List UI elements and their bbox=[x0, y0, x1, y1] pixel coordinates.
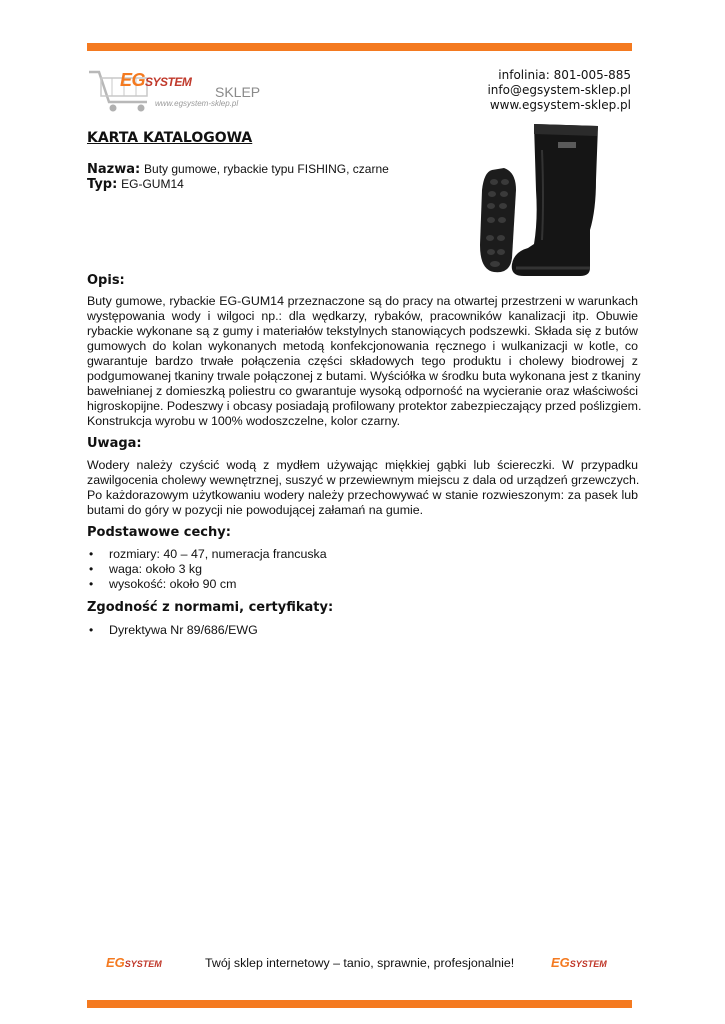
paragraph-line: rybackie wykonane są z gumy i materiałów tekstylnych stanowiących podszewki. Składa się z butów bbox=[87, 324, 638, 338]
contact-phone: infolinia: 801-005-885 bbox=[498, 68, 631, 82]
footer-orange-bar bbox=[87, 1000, 632, 1008]
product-meta bbox=[87, 162, 389, 192]
paragraph-line: Konstrukcja wyrobu w 100% wodoszczelne, kolor czarny. bbox=[87, 414, 401, 428]
footer-slogan: Twój sklep internetowy – tanio, sprawnie, profesjonalnie! bbox=[205, 956, 515, 970]
contact-email[interactable]: info@egsystem-sklep.pl bbox=[487, 83, 631, 97]
footer-logo-right-system: SYSTEM bbox=[569, 959, 607, 969]
rubber-boot-icon bbox=[472, 120, 612, 280]
paragraph-line: Buty gumowe, rybackie EG-GUM14 przeznaczone są do pracy na otwartej przestrzeni w warunkach bbox=[87, 294, 638, 308]
footer-logo-left bbox=[106, 955, 162, 970]
uwaga-heading: Uwaga: bbox=[87, 436, 142, 451]
normy-list bbox=[87, 623, 258, 638]
paragraph-line: gumowych do kolan wykonanych metodą konfekcjonowania ręcznego i wulkanizacji w kotle, co bbox=[87, 339, 638, 353]
paragraph-line: higroskopijne. Podeszwy i obcasy posiadają profilowany protektor zabezpieczający przed poślizgiem. bbox=[87, 399, 642, 413]
footer-logo-left-system: SYSTEM bbox=[124, 959, 162, 969]
footer-logo-left-eg: EG bbox=[106, 955, 125, 970]
paragraph-line: gwarantuje bardzo trwałe połączenia części składowych tego produktu i cholewy biodrowej z bbox=[87, 354, 638, 368]
contact-website[interactable]: www.egsystem-sklep.pl bbox=[489, 98, 631, 112]
logo-url: www.egsystem-sklep.pl bbox=[155, 99, 239, 108]
opis-heading: Opis: bbox=[87, 273, 125, 288]
paragraph-line: Wodery należy czyścić wodą z mydłem używając miękkiej gąbki lub ściereczki. W przypadku bbox=[87, 458, 638, 472]
paragraph-line: Po każdorazowym użytkowaniu wodery należy przechowywać w stanie rozwieszonym: za pasek lub bbox=[87, 488, 638, 502]
document-title: KARTA KATALOGOWA bbox=[87, 130, 253, 146]
list-item: • rozmiary: 40 – 47, numeracja francuska bbox=[87, 547, 327, 562]
header-orange-bar bbox=[87, 43, 632, 51]
paragraph-line: podgumowanej tkaniny trwale połączonej z butami. Wyściółka w środku buta wykonana jest z tkaniny bbox=[87, 369, 641, 383]
name-label: Nazwa: bbox=[87, 162, 141, 177]
list-item: • wysokość: około 90 cm bbox=[87, 577, 327, 592]
logo-sklep: SKLEP bbox=[215, 84, 261, 100]
paragraph-line: butami do góry w pozycji nie powodującej załamań na gumie. bbox=[87, 503, 424, 517]
list-item: • waga: około 3 kg bbox=[87, 562, 327, 577]
contact-block bbox=[487, 68, 631, 113]
paragraph-line: występowania wody i wilgoci np.: dla wędkarzy, rybaków, pracowników kanalizacji itp. Obuwie bbox=[87, 309, 638, 323]
logo-system: SYSTEM bbox=[145, 75, 192, 89]
logo-eg: EG bbox=[120, 70, 146, 90]
uwaga-paragraph bbox=[87, 458, 638, 518]
normy-heading: Zgodność z normami, certyfikaty: bbox=[87, 600, 334, 615]
footer-logo-right-eg: EG bbox=[551, 955, 570, 970]
logo-brand bbox=[120, 70, 191, 91]
cechy-heading: Podstawowe cechy: bbox=[87, 525, 231, 540]
name-value: Buty gumowe, rybackie typu FISHING, czarne bbox=[144, 162, 389, 176]
opis-paragraph bbox=[87, 294, 642, 429]
type-label: Typ: bbox=[87, 177, 118, 192]
type-value: EG-GUM14 bbox=[121, 177, 184, 191]
list-item: • Dyrektywa Nr 89/686/EWG bbox=[87, 623, 258, 638]
paragraph-line: zawilgocenia cholewy wewnętrznej, suszyć w przewiewnym miejscu z dala od urządzeń grzewczych. bbox=[87, 473, 640, 487]
cechy-list bbox=[87, 547, 327, 592]
paragraph-line: bawełnianej z domieszką poliestru co gwarantuje wysoką odporność na wycieranie oraz właściwości bbox=[87, 384, 638, 398]
footer-logo-right bbox=[551, 955, 607, 970]
